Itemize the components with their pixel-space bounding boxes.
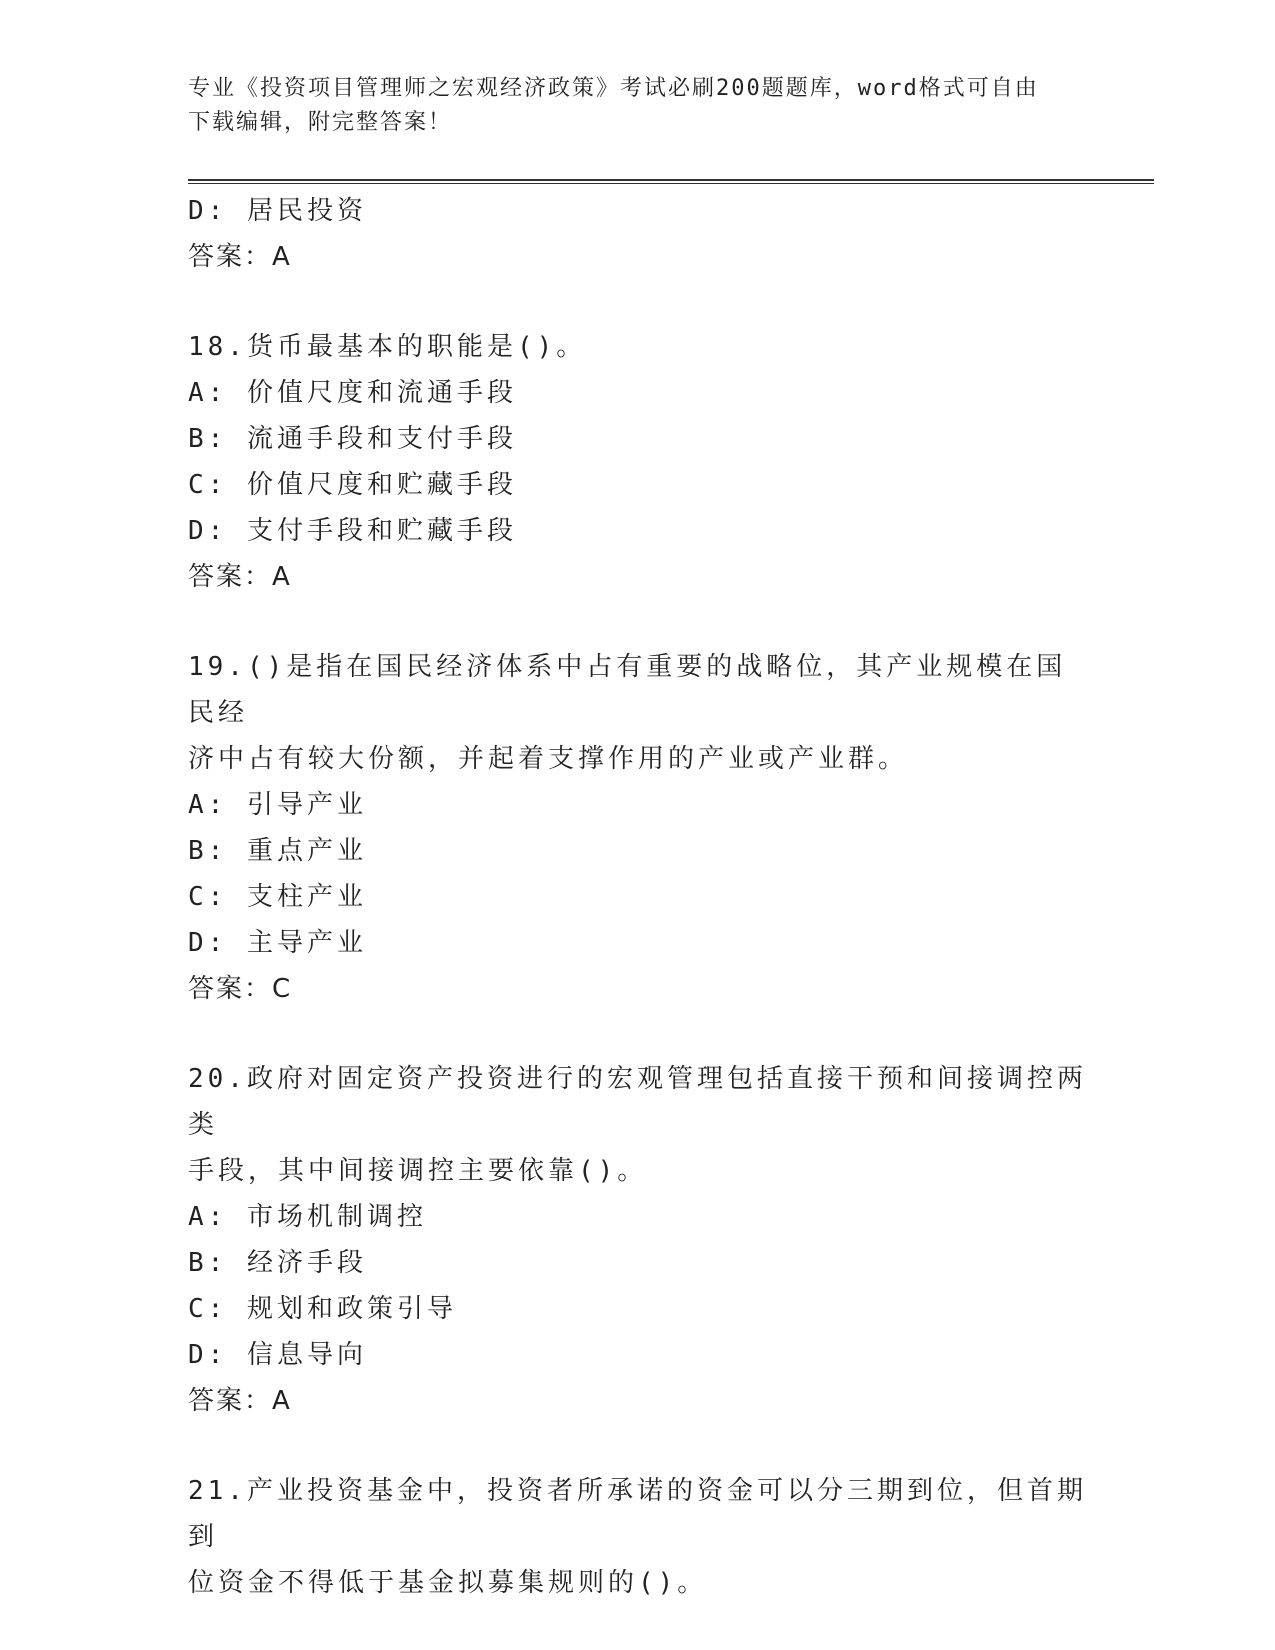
answer-line: 答案：A (188, 1386, 292, 1416)
question-text-line: 手段，其中间接调控主要依靠()。 (188, 1156, 648, 1186)
question-text (188, 1468, 1088, 1606)
option-c: C: 价值尺度和贮藏手段 (188, 470, 517, 500)
option-b: B: 流通手段和支付手段 (188, 424, 517, 454)
option-d: D: 主导产业 (188, 928, 367, 958)
question-text (188, 644, 1088, 782)
option-c: C: 规划和政策引导 (188, 1294, 457, 1324)
spacer (188, 1012, 1088, 1056)
header-line-2: 下载编辑，附完整答案！ (188, 110, 453, 135)
option-d: D: 支付手段和贮藏手段 (188, 516, 517, 546)
question-text-line: 19.()是指在国民经济体系中占有重要的战略位，其产业规模在国民经 (188, 652, 1067, 728)
answer-line: 答案：A (188, 562, 292, 592)
question-text-line: 位资金不得低于基金拟募集规则的()。 (188, 1568, 708, 1598)
spacer (188, 280, 1088, 324)
answer-line: 答案：C (188, 974, 293, 1004)
document-header (188, 72, 1088, 140)
option-b: B: 重点产业 (188, 836, 367, 866)
question-text-line: 济中占有较大份额，并起着支撑作用的产业或产业群。 (188, 744, 909, 774)
question-21 (188, 1468, 1088, 1606)
header-divider-thin (188, 183, 1154, 184)
question-20 (188, 1056, 1088, 1424)
header-divider-thick (188, 179, 1154, 181)
option-d: D: 信息导向 (188, 1340, 367, 1370)
question-list (188, 188, 1088, 1606)
answer-line: 答案：A (188, 242, 292, 272)
question-18 (188, 324, 1088, 600)
spacer (188, 1424, 1088, 1468)
question-text (188, 1056, 1088, 1194)
question-text-line: 21.产业投资基金中，投资者所承诺的资金可以分三期到位，但首期到 (188, 1476, 1087, 1552)
question-text-line: 18.货币最基本的职能是()。 (188, 332, 587, 362)
option-c: C: 支柱产业 (188, 882, 367, 912)
question-text-line: 20.政府对固定资产投资进行的宏观管理包括直接干预和间接调控两类 (188, 1064, 1087, 1140)
option-a: A: 引导产业 (188, 790, 367, 820)
header-line-1: 专业《投资项目管理师之宏观经济政策》考试必刷200题题库，word格式可自由 (188, 76, 1039, 101)
option-d: D: 居民投资 (188, 196, 367, 226)
question-19 (188, 644, 1088, 1012)
option-a: A: 价值尺度和流通手段 (188, 378, 517, 408)
previous-question-tail (188, 188, 1088, 280)
option-a: A: 市场机制调控 (188, 1202, 427, 1232)
spacer (188, 600, 1088, 644)
option-b: B: 经济手段 (188, 1248, 367, 1278)
question-text (188, 324, 1088, 370)
